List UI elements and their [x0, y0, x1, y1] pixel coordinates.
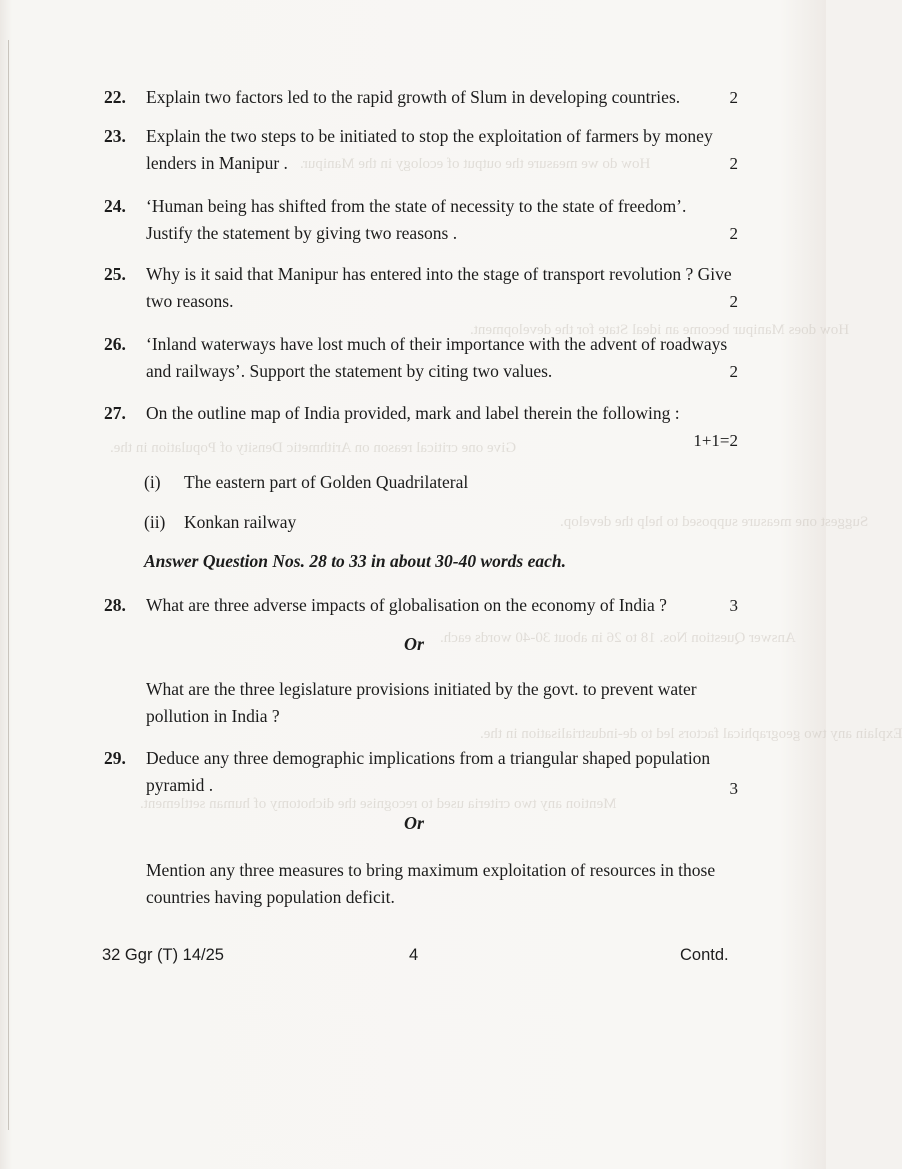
question-27: [104, 400, 738, 454]
show-through-text: How does Manipur become an ideal State for the development.: [470, 322, 850, 338]
question-number: 27.: [104, 403, 126, 423]
question-marks: 3: [729, 596, 738, 615]
question-number: 29.: [104, 748, 126, 768]
question-marks: 2: [729, 292, 738, 311]
question-marks: 1+1=2: [693, 431, 738, 450]
question-number: 28.: [104, 595, 126, 615]
part-label: (ii): [144, 512, 166, 532]
question-text-line-2: and railways’. Support the statement by citing two values.: [146, 361, 553, 381]
question-text-line-1: Explain the two steps to be initiated to stop the exploitation of farmers by money: [146, 126, 713, 146]
q27-part-ii: [144, 510, 296, 534]
show-through-text: Give one critical reason on Arithmetic Density of Population in the.: [110, 440, 517, 456]
or-label: Or: [404, 813, 425, 833]
question-text-line-2: Justify the statement by giving two reasons .: [146, 223, 458, 243]
question-text-line-2: pollution in India ?: [146, 706, 280, 726]
page-number: 4: [409, 946, 419, 964]
question-23: [104, 123, 738, 177]
question-29-alternative: [104, 857, 734, 911]
part-text: Konkan railway: [184, 512, 297, 532]
question-marks: 3: [729, 779, 738, 798]
page-edge-line: [8, 40, 9, 1130]
question-number: 26.: [104, 334, 126, 354]
question-text-line-2: lenders in Manipur .: [146, 153, 288, 173]
question-text-line-2: two reasons.: [146, 291, 234, 311]
question-number: 22.: [104, 87, 126, 107]
question-marks: 2: [729, 362, 738, 381]
question-number: 23.: [104, 126, 126, 146]
question-text: What are three adverse impacts of globalisation on the economy of India ?: [146, 595, 667, 615]
q27-part-i: [144, 470, 468, 494]
question-24: [104, 193, 738, 247]
show-through-text: Answer Question Nos. 18 to 26 in about 30-40 words each.: [440, 630, 796, 646]
question-text-line-2: countries having population deficit.: [146, 887, 395, 907]
question-marks: 2: [729, 224, 738, 243]
show-through-text: Mention any two criteria used to recognise the dichotomy of human settlement.: [140, 796, 617, 812]
or-label: Or: [404, 634, 425, 654]
question-22: [104, 84, 738, 111]
question-25: [104, 261, 738, 315]
question-text-line-1: Why is it said that Manipur has entered into the stage of transport revolution ? Give: [146, 264, 732, 284]
question-number: 24.: [104, 196, 126, 216]
part-label: (i): [144, 472, 161, 492]
continued-label: Contd.: [680, 946, 729, 964]
paper-code: 32 Ggr (T) 14/25: [102, 946, 224, 964]
question-text-line-1: What are the three legislature provisions initiated by the govt. to prevent water: [146, 679, 697, 699]
question-29: [104, 745, 738, 799]
question-text-line-1: ‘Inland waterways have lost much of their importance with the advent of roadways: [146, 334, 728, 354]
show-through-text: How do we measure the output of ecology in the Manipur.: [300, 156, 651, 172]
question-26: [104, 331, 738, 385]
part-text: The eastern part of Golden Quadrilateral: [184, 472, 469, 492]
question-28: [104, 592, 738, 619]
question-28-alternative: [104, 676, 734, 730]
question-text-line-1: Deduce any three demographic implications from a triangular shaped population: [146, 748, 711, 768]
show-through-text: Explain any two geographical factors led to de-industrialisation in the.: [480, 726, 902, 742]
question-text-line-1: ‘Human being has shifted from the state of necessity to the state of freedom’.: [146, 196, 687, 216]
question-marks: 2: [729, 88, 738, 107]
question-text: On the outline map of India provided, mark and label therein the following :: [146, 403, 680, 423]
question-marks: 2: [729, 154, 738, 173]
section-instruction: Answer Question Nos. 28 to 33 in about 30-40 words each.: [144, 551, 567, 571]
question-text: Explain two factors led to the rapid growth of Slum in developing countries.: [146, 87, 681, 107]
question-text-line-1: Mention any three measures to bring maximum exploitation of resources in those: [146, 860, 716, 880]
question-number: 25.: [104, 264, 126, 284]
show-through-text: Suggest one measure supposed to help the develop.: [560, 514, 869, 530]
question-text-line-2: pyramid .: [146, 775, 214, 795]
